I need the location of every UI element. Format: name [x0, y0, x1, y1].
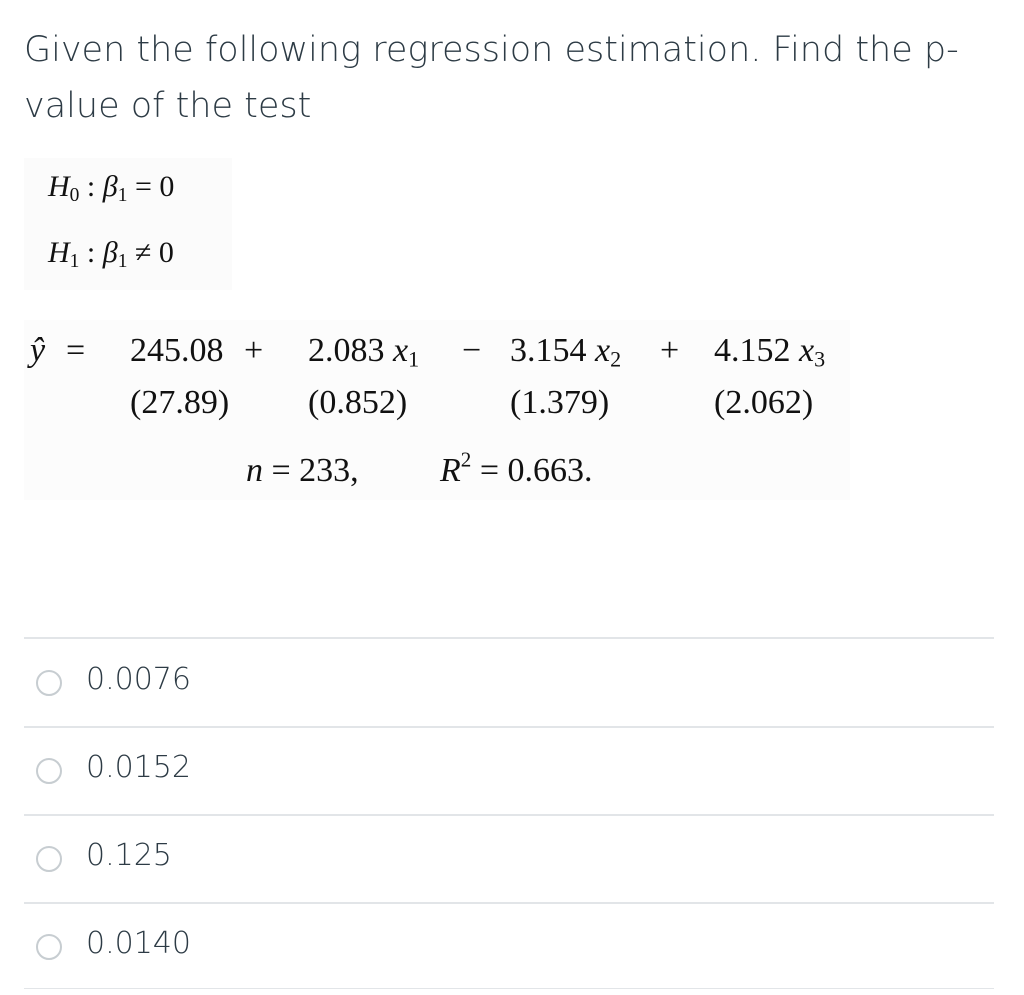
divider	[24, 902, 994, 904]
term-2: 3.154 $x_2$	[510, 332, 622, 372]
se-term-3: (2.062)	[714, 384, 814, 421]
term-3: 4.152 $x_3$	[714, 332, 826, 372]
answer-label: 0.0076	[86, 662, 191, 697]
se-term-2: (1.379)	[510, 384, 610, 421]
divider	[24, 637, 994, 639]
equals-sign: =	[66, 332, 86, 369]
question-text: Given the following regression estimation. Find the p-value of the test	[24, 30, 959, 126]
term-sign-3: +	[660, 332, 680, 369]
term-1: 2.083 $x_1$	[308, 332, 420, 372]
radio-button[interactable]	[36, 846, 62, 872]
term-sign-2: −	[462, 332, 482, 369]
alternative-hypothesis: $H_1$ : $\beta_1 \ne 0$	[48, 236, 174, 272]
answer-option-4[interactable]	[36, 928, 436, 968]
divider	[24, 814, 994, 816]
answer-label: 0.0140	[86, 926, 191, 961]
sample-size: n = 233,	[246, 452, 359, 489]
answer-label: 0.0152	[86, 750, 191, 785]
answer-option-3[interactable]	[36, 840, 436, 880]
yhat: ŷ	[30, 332, 46, 369]
radio-button[interactable]	[36, 758, 62, 784]
radio-button[interactable]	[36, 670, 62, 696]
divider	[24, 988, 994, 989]
term-sign-1: +	[244, 332, 264, 369]
null-hypothesis: $H_0$ : $\beta_1 = 0$	[48, 170, 175, 206]
radio-button[interactable]	[36, 934, 62, 960]
answer-option-2[interactable]	[36, 752, 436, 792]
divider	[24, 726, 994, 728]
answer-label: 0.125	[86, 838, 172, 873]
se-intercept: (27.89)	[130, 384, 230, 421]
answer-option-1[interactable]	[36, 664, 436, 704]
se-term-1: (0.852)	[308, 384, 408, 421]
intercept: 245.08	[130, 332, 224, 369]
r-squared: $R^2 = 0.663$.	[440, 447, 593, 489]
